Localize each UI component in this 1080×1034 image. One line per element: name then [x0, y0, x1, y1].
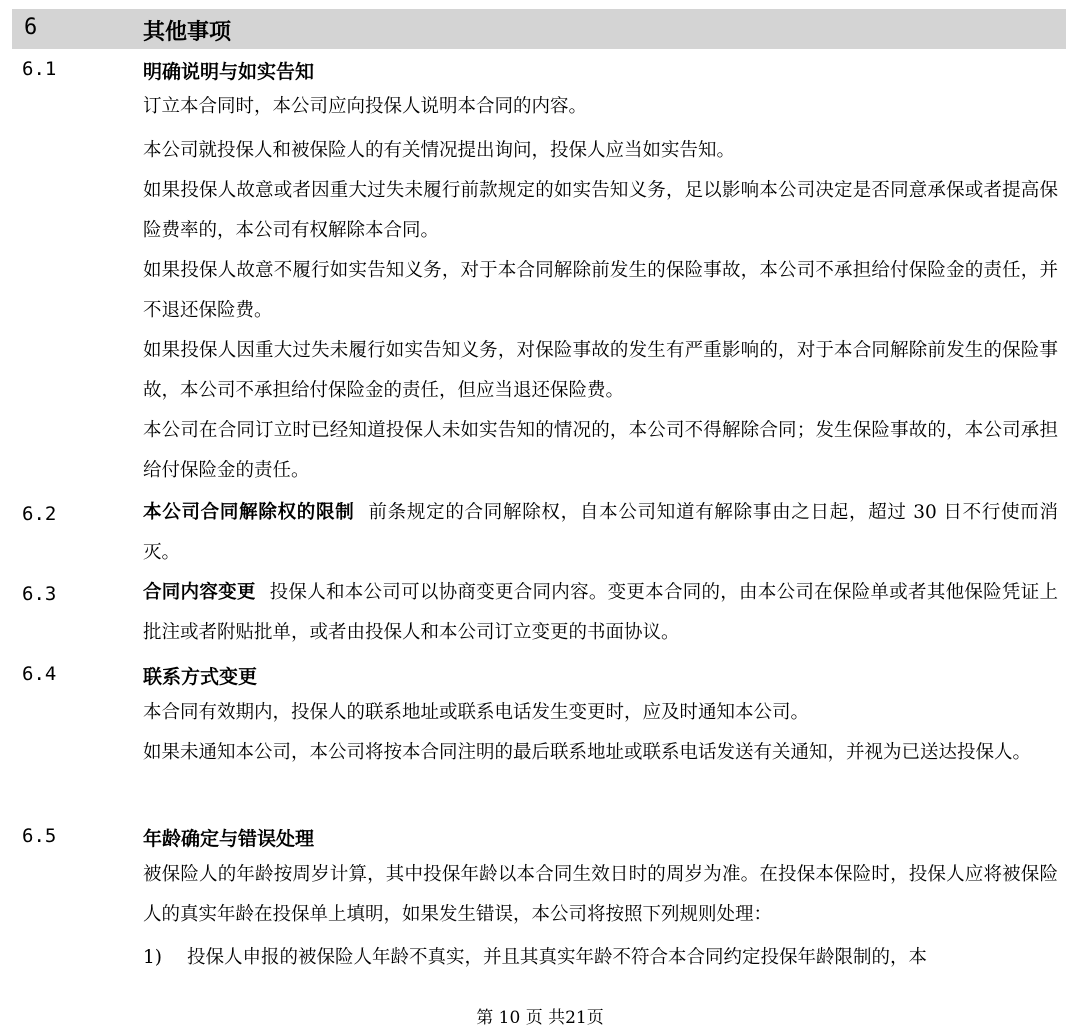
list-marker: 1): [143, 947, 162, 968]
clause-text-6-2: 前条规定的合同解除权，自本公司知道有解除事由之日起，超过 30 日不行使而消灭。: [143, 502, 1058, 563]
clause-heading-6-2: 本公司合同解除权的限制: [143, 502, 355, 523]
clause-number-6-2: 6.2: [22, 503, 57, 525]
paragraph: 本公司就投保人和被保险人的有关情况提出询问，投保人应当如实告知。: [143, 140, 736, 161]
paragraph: 如果未通知本公司，本公司将按本合同注明的最后联系地址或联系电话发送有关通知，并视为已送达投保人。: [143, 742, 1032, 763]
clause-number-6-1: 6.1: [22, 58, 57, 80]
paragraph: 如果投保人故意或者因重大过失未履行前款规定的如实告知义务，足以影响本公司决定是否同意承保或者提高保险费率的，本公司有权解除本合同。: [143, 180, 1058, 241]
paragraph: 如果投保人故意不履行如实告知义务，对于本合同解除前发生的保险事故，本公司不承担给付保险金的责任，并不退还保险费。: [143, 260, 1058, 321]
paragraph: 本合同有效期内，投保人的联系地址或联系电话发生变更时，应及时通知本公司。: [143, 702, 810, 723]
paragraph: 如果投保人因重大过失未履行如实告知义务，对保险事故的发生有严重影响的，对于本合同解除前发生的保险事故，本公司不承担给付保险金的责任，但应当退还保险费。: [143, 340, 1058, 401]
paragraph: 被保险人的年龄按周岁计算，其中投保年龄以本合同生效日时的周岁为准。在投保本保险时，投保人应将被保险人的真实年龄在投保单上填明，如果发生错误，本公司将按照下列规则处理：: [143, 864, 1058, 925]
list-item: [143, 938, 1058, 978]
clause-heading-6-5: 年龄确定与错误处理: [143, 828, 315, 850]
clause-body-6-3: [143, 573, 1058, 653]
clause-heading-6-4: 联系方式变更: [143, 666, 258, 688]
page-footer: 第 10 页 共21页: [476, 1008, 604, 1028]
list-item-text: 投保人申报的被保险人年龄不真实，并且其真实年龄不符合本合同约定投保年龄限制的，本: [187, 947, 928, 968]
clause-body-6-2: [143, 493, 1058, 573]
clause-number-6-3: 6.3: [22, 583, 57, 605]
section-title: 其他事项: [143, 20, 232, 45]
clause-text-6-3: 投保人和本公司可以协商变更合同内容。变更本合同的，由本公司在保险单或者其他保险凭证上批注或者附贴批单，或者由投保人和本公司订立变更的书面协议。: [143, 582, 1058, 643]
clause-heading-6-1: 明确说明与如实告知: [143, 61, 315, 83]
section-number: 6: [24, 15, 38, 40]
clause-heading-6-3: 合同内容变更: [143, 582, 256, 603]
clause-number-6-4: 6.4: [22, 663, 57, 685]
paragraph: 本公司在合同订立时已经知道投保人未如实告知的情况的，本公司不得解除合同；发生保险事故的，本公司承担给付保险金的责任。: [143, 420, 1058, 481]
clause-number-6-5: 6.5: [22, 825, 57, 847]
paragraph: 订立本合同时，本公司应向投保人说明本合同的内容。: [143, 96, 588, 117]
section-header: [12, 9, 1066, 49]
